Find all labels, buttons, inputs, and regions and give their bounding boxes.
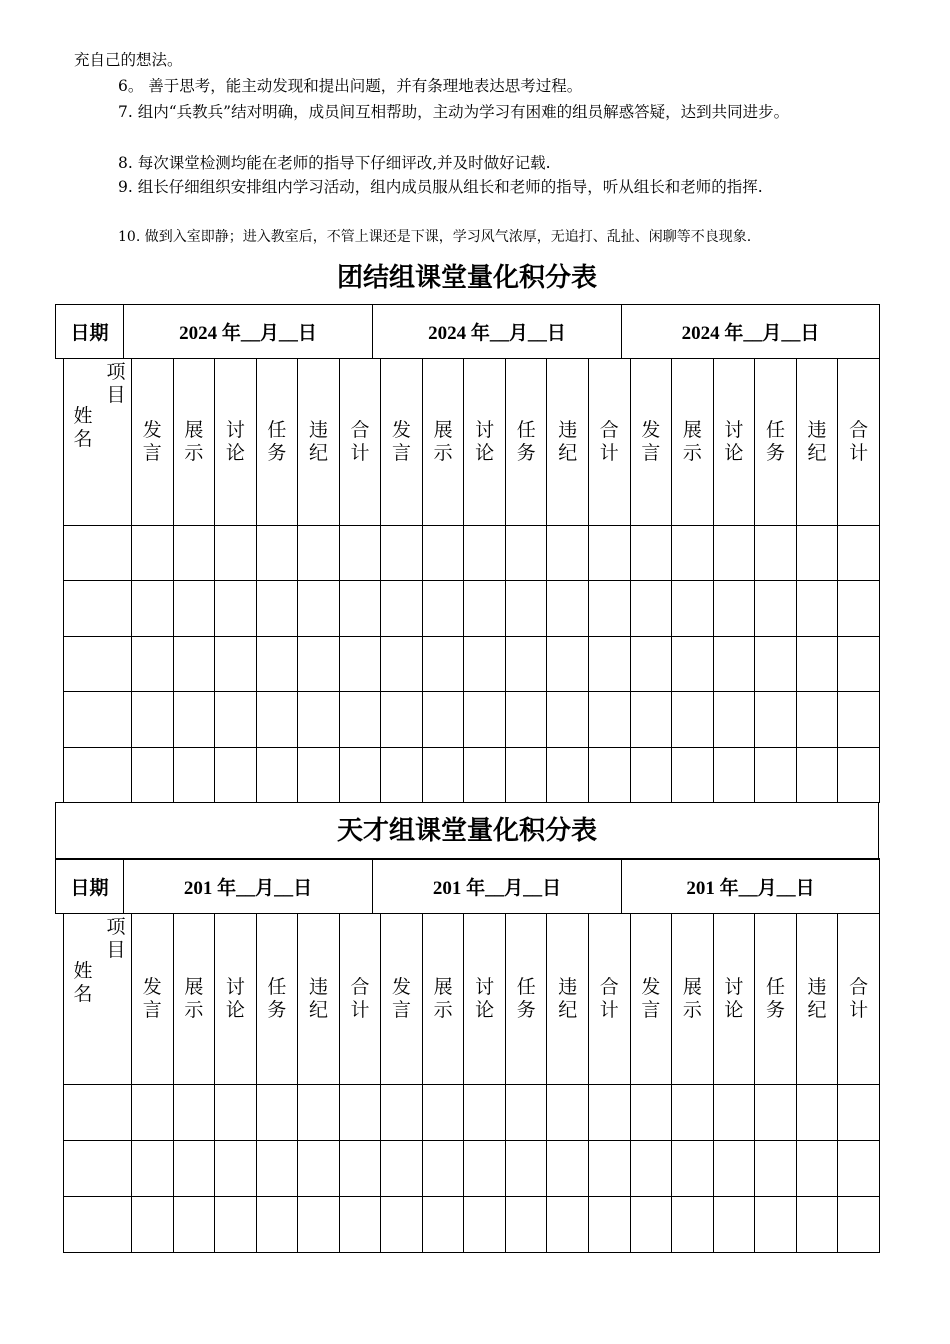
column-header-label: 任 务	[267, 976, 287, 1021]
score-cell[interactable]	[132, 747, 174, 802]
score-cell[interactable]	[505, 581, 547, 636]
score-cell[interactable]	[381, 1141, 423, 1197]
score-cell[interactable]	[755, 1197, 797, 1253]
column-header-label: 合 计	[849, 419, 869, 464]
score-cell[interactable]	[422, 747, 464, 802]
score-cell[interactable]	[422, 1141, 464, 1197]
score-cell[interactable]	[298, 747, 340, 802]
table-title-tuanjie: 团结组课堂量化积分表	[336, 263, 597, 293]
score-cell[interactable]	[796, 526, 838, 581]
score-cell[interactable]	[256, 526, 298, 581]
paragraph-item-6: 6。 善于思考，能主动发现和提出问题，并有条理地表达思考过程。	[118, 77, 583, 95]
score-cell[interactable]	[547, 636, 589, 691]
score-cell[interactable]	[505, 1141, 547, 1197]
name-cell[interactable]	[64, 526, 132, 581]
score-cell[interactable]	[755, 636, 797, 691]
table-row	[64, 1085, 880, 1141]
score-cell[interactable]	[173, 636, 215, 691]
score-cell[interactable]	[422, 1197, 464, 1253]
score-cell[interactable]	[505, 636, 547, 691]
paragraph-item-7: 7. 组内“兵教兵”结对明确，成员间互相帮助，主动为学习有困难的组员解惑答疑，达到共同进步。	[118, 103, 790, 121]
score-cell[interactable]	[256, 747, 298, 802]
score-cell[interactable]	[132, 1197, 174, 1253]
score-cell[interactable]	[505, 1085, 547, 1141]
column-header	[672, 359, 714, 526]
score-cell[interactable]	[298, 581, 340, 636]
score-table-tuanjie	[63, 358, 880, 803]
score-cell[interactable]	[755, 1085, 797, 1141]
score-cell[interactable]	[381, 692, 423, 747]
corner-item-label: 项 目	[106, 916, 126, 961]
table-title-tiancai: 天才组课堂量化积分表	[55, 802, 879, 860]
score-cell[interactable]	[589, 526, 631, 581]
column-header-label: 任 务	[516, 419, 536, 464]
score-cell[interactable]	[755, 1141, 797, 1197]
column-header	[381, 359, 423, 526]
column-header-label: 任 务	[516, 976, 536, 1021]
score-cell[interactable]	[464, 1141, 506, 1197]
column-header	[547, 359, 589, 526]
score-cell[interactable]	[256, 1141, 298, 1197]
column-header	[381, 914, 423, 1085]
score-cell[interactable]	[672, 1085, 714, 1141]
column-header	[256, 914, 298, 1085]
score-cell[interactable]	[381, 636, 423, 691]
column-header-label: 违 纪	[308, 976, 328, 1021]
column-header-label: 违 纪	[807, 419, 827, 464]
name-cell[interactable]	[64, 636, 132, 691]
score-cell[interactable]	[547, 1197, 589, 1253]
column-header-label: 展 示	[433, 976, 453, 1021]
score-cell[interactable]	[173, 1197, 215, 1253]
score-cell[interactable]	[422, 692, 464, 747]
score-cell[interactable]	[672, 692, 714, 747]
score-cell[interactable]	[132, 636, 174, 691]
paragraph-item-10: 10. 做到入室即静；进入教室后，不管上课还是下课，学习风气浓厚，无追打、乱扯、闲聊等不良现象.	[118, 229, 752, 245]
name-cell[interactable]	[64, 581, 132, 636]
score-cell[interactable]	[173, 692, 215, 747]
score-cell[interactable]	[215, 526, 257, 581]
score-cell[interactable]	[339, 747, 381, 802]
score-cell[interactable]	[464, 526, 506, 581]
column-header-label: 违 纪	[308, 419, 328, 464]
column-header-label: 任 务	[765, 419, 785, 464]
score-cell[interactable]	[422, 1085, 464, 1141]
column-header	[173, 359, 215, 526]
column-header	[755, 359, 797, 526]
score-cell[interactable]	[547, 747, 589, 802]
score-cell[interactable]	[132, 1085, 174, 1141]
score-cell[interactable]	[339, 1085, 381, 1141]
score-cell[interactable]	[298, 526, 340, 581]
paragraph-item-8: 8. 每次课堂检测均能在老师的指导下仔细评改,并及时做好记载.	[118, 154, 551, 172]
score-cell[interactable]	[838, 692, 880, 747]
score-cell[interactable]	[339, 581, 381, 636]
score-cell[interactable]	[505, 526, 547, 581]
column-header-label: 发 言	[641, 419, 661, 464]
score-cell[interactable]	[838, 1141, 880, 1197]
column-header-label: 发 言	[392, 419, 412, 464]
score-cell[interactable]	[339, 692, 381, 747]
score-cell[interactable]	[339, 1141, 381, 1197]
column-header	[215, 359, 257, 526]
score-cell[interactable]	[672, 526, 714, 581]
score-cell[interactable]	[298, 636, 340, 691]
column-header-label: 违 纪	[558, 419, 578, 464]
column-header-label: 讨 论	[475, 419, 495, 464]
column-header	[630, 914, 672, 1085]
score-cell[interactable]	[132, 581, 174, 636]
table-row	[64, 747, 880, 802]
column-header-label: 讨 论	[225, 976, 245, 1021]
name-cell[interactable]	[64, 1197, 132, 1253]
score-cell[interactable]	[796, 747, 838, 802]
score-cell[interactable]	[464, 1085, 506, 1141]
score-cell[interactable]	[173, 1085, 215, 1141]
score-cell[interactable]	[298, 1085, 340, 1141]
column-header	[547, 914, 589, 1085]
score-cell[interactable]	[215, 636, 257, 691]
corner-header-cell	[64, 914, 132, 1085]
score-cell[interactable]	[381, 526, 423, 581]
score-cell[interactable]	[256, 692, 298, 747]
column-header	[672, 914, 714, 1085]
score-cell[interactable]	[256, 636, 298, 691]
score-cell[interactable]	[589, 1141, 631, 1197]
score-cell[interactable]	[755, 747, 797, 802]
score-cell[interactable]	[422, 526, 464, 581]
column-header-label: 展 示	[184, 419, 204, 464]
score-cell[interactable]	[589, 636, 631, 691]
score-cell[interactable]	[672, 581, 714, 636]
column-header	[713, 914, 755, 1085]
score-cell[interactable]	[464, 581, 506, 636]
column-header-label: 展 示	[682, 419, 702, 464]
column-header	[838, 359, 880, 526]
column-header-label: 发 言	[641, 976, 661, 1021]
score-cell[interactable]	[339, 636, 381, 691]
score-cell[interactable]	[713, 526, 755, 581]
column-header	[339, 359, 381, 526]
column-header	[464, 359, 506, 526]
column-header	[589, 359, 631, 526]
column-header	[796, 914, 838, 1085]
date-cell-2: 201 年__月__日	[373, 859, 622, 914]
score-cell[interactable]	[838, 636, 880, 691]
score-cell[interactable]	[838, 526, 880, 581]
score-cell[interactable]	[215, 747, 257, 802]
score-cell[interactable]	[796, 581, 838, 636]
score-cell[interactable]	[215, 1085, 257, 1141]
score-cell[interactable]	[381, 1197, 423, 1253]
score-cell[interactable]	[215, 692, 257, 747]
score-cell[interactable]	[713, 1141, 755, 1197]
column-header	[422, 914, 464, 1085]
score-cell[interactable]	[298, 692, 340, 747]
score-cell[interactable]	[589, 1197, 631, 1253]
score-table-tiancai	[63, 913, 880, 1253]
score-cell[interactable]	[505, 692, 547, 747]
column-header	[589, 914, 631, 1085]
column-header-label: 讨 论	[724, 976, 744, 1021]
score-cell[interactable]	[422, 636, 464, 691]
score-cell[interactable]	[256, 1085, 298, 1141]
score-cell[interactable]	[464, 747, 506, 802]
table-row	[64, 1197, 880, 1253]
column-header	[505, 359, 547, 526]
column-header	[298, 359, 340, 526]
corner-name-label: 姓 名	[73, 405, 93, 450]
column-header-label: 发 言	[142, 976, 162, 1021]
score-cell[interactable]	[838, 1085, 880, 1141]
score-cell[interactable]	[713, 636, 755, 691]
column-header-label: 展 示	[184, 976, 204, 1021]
column-header-label: 合 计	[849, 976, 869, 1021]
score-cell[interactable]	[713, 581, 755, 636]
score-cell[interactable]	[547, 1141, 589, 1197]
score-cell[interactable]	[547, 692, 589, 747]
column-header	[796, 359, 838, 526]
score-cell[interactable]	[589, 1085, 631, 1141]
score-cell[interactable]	[464, 1197, 506, 1253]
column-header	[505, 914, 547, 1085]
score-cell[interactable]	[173, 1141, 215, 1197]
score-cell[interactable]	[215, 581, 257, 636]
score-cell[interactable]	[713, 747, 755, 802]
score-cell[interactable]	[838, 747, 880, 802]
date-row-table-tiancai	[55, 858, 880, 914]
column-header	[422, 359, 464, 526]
column-header	[298, 914, 340, 1085]
column-header-label: 合 计	[350, 976, 370, 1021]
score-cell[interactable]	[796, 692, 838, 747]
table-row	[64, 692, 880, 747]
score-cell[interactable]	[381, 747, 423, 802]
score-cell[interactable]	[672, 1141, 714, 1197]
column-header	[173, 914, 215, 1085]
header-row	[64, 914, 880, 1085]
name-cell[interactable]	[64, 1085, 132, 1141]
score-cell[interactable]	[505, 1197, 547, 1253]
score-cell[interactable]	[464, 692, 506, 747]
score-cell[interactable]	[589, 747, 631, 802]
column-header-label: 发 言	[392, 976, 412, 1021]
score-cell[interactable]	[298, 1141, 340, 1197]
score-cell[interactable]	[713, 1197, 755, 1253]
score-cell[interactable]	[630, 1197, 672, 1253]
column-header	[464, 914, 506, 1085]
paragraph-continuation: 充自己的想法。	[74, 51, 183, 69]
score-cell[interactable]	[215, 1141, 257, 1197]
score-cell[interactable]	[838, 1197, 880, 1253]
score-cell[interactable]	[630, 526, 672, 581]
score-cell[interactable]	[505, 747, 547, 802]
column-header-label: 发 言	[142, 419, 162, 464]
score-cell[interactable]	[422, 581, 464, 636]
column-header-label: 违 纪	[807, 976, 827, 1021]
column-header	[838, 914, 880, 1085]
score-cell[interactable]	[589, 581, 631, 636]
score-cell[interactable]	[755, 692, 797, 747]
score-cell[interactable]	[547, 1085, 589, 1141]
column-header	[132, 914, 174, 1085]
score-cell[interactable]	[630, 1141, 672, 1197]
score-cell[interactable]	[672, 747, 714, 802]
date-cell-3: 2024 年__月__日	[622, 305, 880, 359]
score-cell[interactable]	[796, 1085, 838, 1141]
column-header	[755, 914, 797, 1085]
score-cell[interactable]	[256, 1197, 298, 1253]
score-cell[interactable]	[755, 526, 797, 581]
header-row	[64, 359, 880, 526]
date-row-table-tuanjie	[55, 304, 880, 359]
column-header-label: 讨 论	[475, 976, 495, 1021]
score-cell[interactable]	[630, 581, 672, 636]
score-cell[interactable]	[589, 692, 631, 747]
score-cell[interactable]	[796, 636, 838, 691]
column-header-label: 违 纪	[558, 976, 578, 1021]
column-header-label: 任 务	[765, 976, 785, 1021]
score-cell[interactable]	[132, 692, 174, 747]
score-cell[interactable]	[713, 1085, 755, 1141]
column-header	[713, 359, 755, 526]
score-cell[interactable]	[630, 1085, 672, 1141]
name-cell[interactable]	[64, 692, 132, 747]
paragraph-item-9: 9. 组长仔细组织安排组内学习活动，组内成员服从组长和老师的指导，听从组长和老师的指挥.	[118, 178, 763, 196]
date-cell-1: 2024 年__月__日	[124, 305, 373, 359]
score-cell[interactable]	[298, 1197, 340, 1253]
column-header	[215, 914, 257, 1085]
corner-name-label: 姓 名	[73, 960, 93, 1005]
column-header	[256, 359, 298, 526]
column-header	[339, 914, 381, 1085]
column-header	[132, 359, 174, 526]
column-header	[630, 359, 672, 526]
score-cell[interactable]	[173, 747, 215, 802]
score-cell[interactable]	[838, 581, 880, 636]
date-label: 日期	[56, 859, 124, 914]
name-cell[interactable]	[64, 1141, 132, 1197]
column-header-label: 展 示	[682, 976, 702, 1021]
score-cell[interactable]	[339, 1197, 381, 1253]
table-row	[64, 581, 880, 636]
score-cell[interactable]	[672, 636, 714, 691]
score-cell[interactable]	[796, 1197, 838, 1253]
date-cell-1: 201 年__月__日	[124, 859, 373, 914]
score-cell[interactable]	[630, 747, 672, 802]
score-cell[interactable]	[215, 1197, 257, 1253]
score-cell[interactable]	[672, 1197, 714, 1253]
name-cell[interactable]	[64, 747, 132, 802]
column-header-label: 讨 论	[225, 419, 245, 464]
column-header-label: 讨 论	[724, 419, 744, 464]
score-cell[interactable]	[256, 581, 298, 636]
score-cell[interactable]	[173, 526, 215, 581]
score-cell[interactable]	[381, 1085, 423, 1141]
table-row	[64, 1141, 880, 1197]
score-cell[interactable]	[630, 636, 672, 691]
column-header-label: 展 示	[433, 419, 453, 464]
date-cell-2: 2024 年__月__日	[373, 305, 622, 359]
score-cell[interactable]	[132, 526, 174, 581]
score-cell[interactable]	[464, 636, 506, 691]
score-cell[interactable]	[796, 1141, 838, 1197]
score-cell[interactable]	[547, 581, 589, 636]
column-header-label: 任 务	[267, 419, 287, 464]
score-cell[interactable]	[381, 581, 423, 636]
score-cell[interactable]	[173, 581, 215, 636]
table-row	[64, 636, 880, 691]
column-header-label: 合 计	[599, 976, 619, 1021]
date-label: 日期	[56, 305, 124, 359]
corner-item-label: 项 目	[106, 361, 126, 406]
score-cell[interactable]	[547, 526, 589, 581]
score-cell[interactable]	[630, 692, 672, 747]
score-cell[interactable]	[339, 526, 381, 581]
table-row	[64, 526, 880, 581]
score-cell[interactable]	[132, 1141, 174, 1197]
date-cell-3: 201 年__月__日	[622, 859, 880, 914]
score-cell[interactable]	[755, 581, 797, 636]
column-header-label: 合 计	[350, 419, 370, 464]
column-header-label: 合 计	[599, 419, 619, 464]
corner-header-cell	[64, 359, 132, 526]
score-cell[interactable]	[713, 692, 755, 747]
